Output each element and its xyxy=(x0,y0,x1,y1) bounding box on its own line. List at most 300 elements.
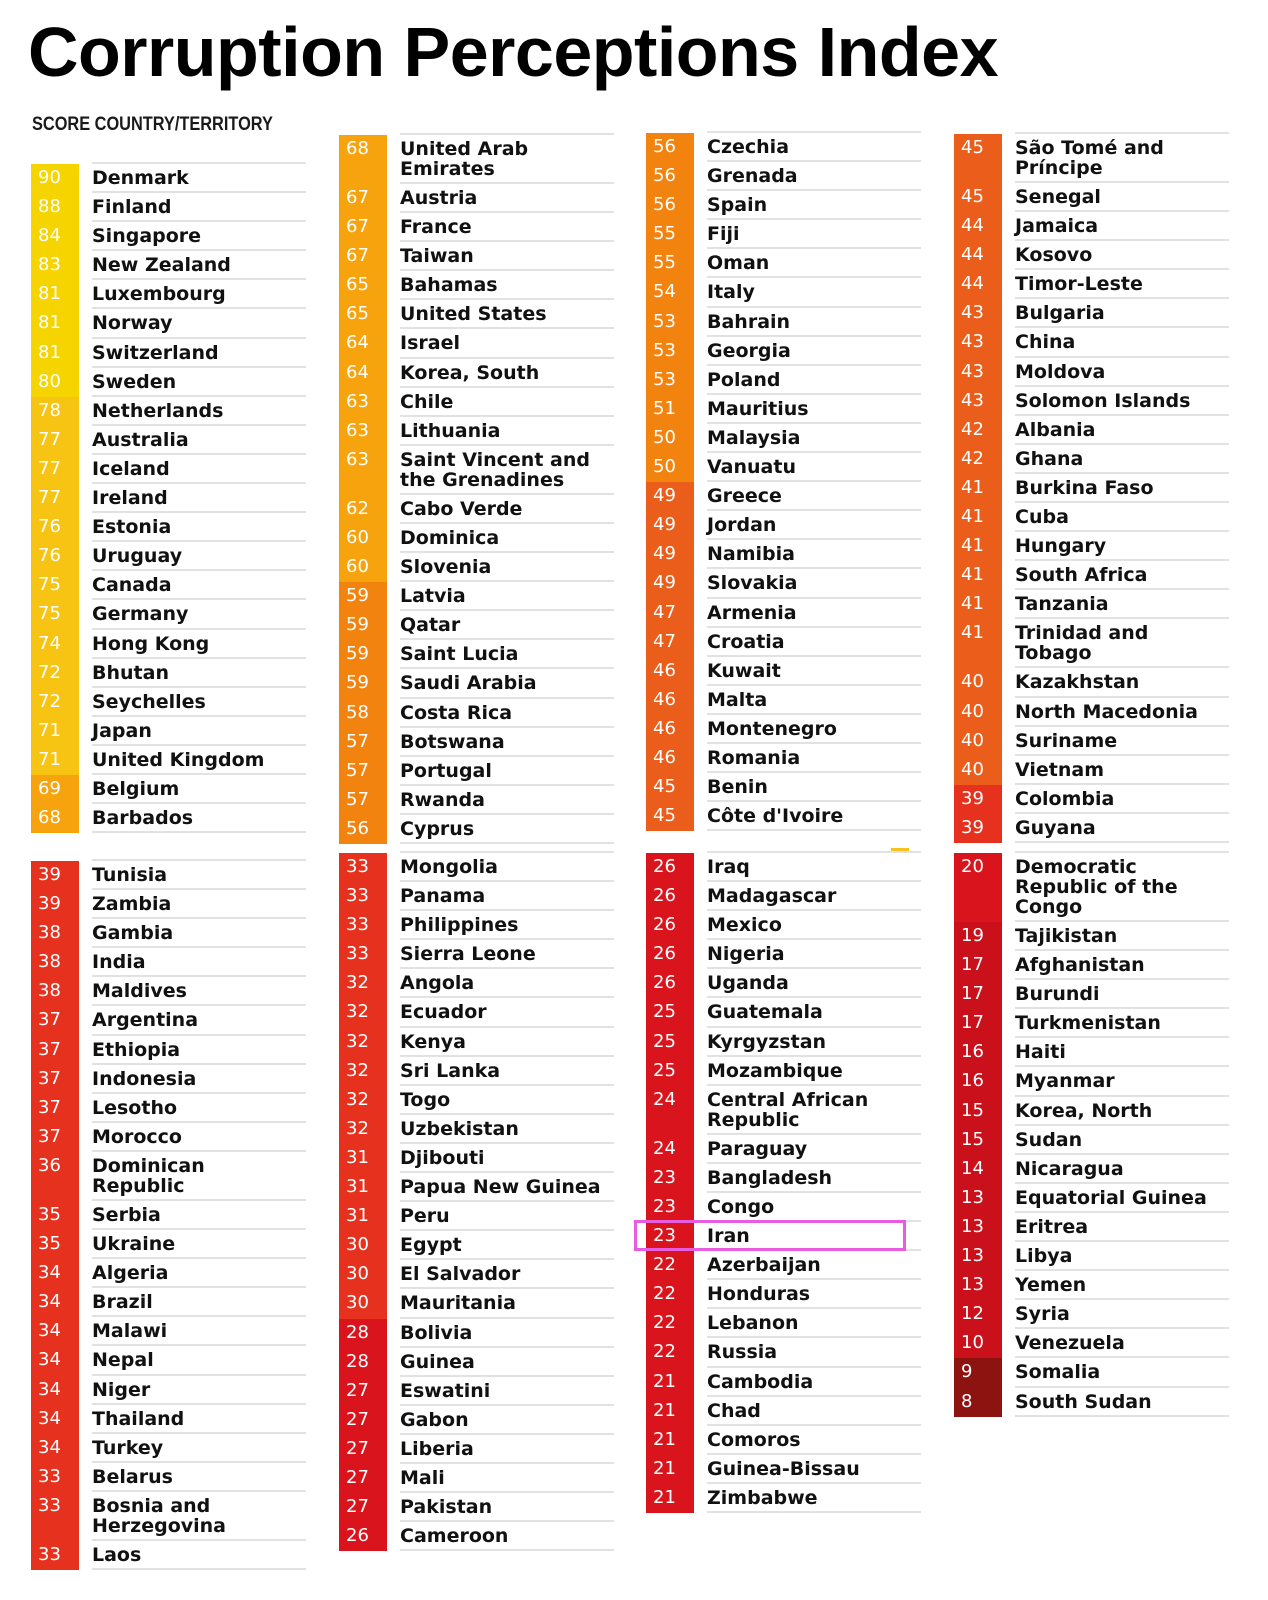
country-name: Jordan xyxy=(707,511,921,540)
country-name: Vietnam xyxy=(1015,756,1229,785)
table-row xyxy=(339,1231,614,1260)
score-cell: 21 xyxy=(646,1397,694,1426)
table-row xyxy=(954,212,1229,241)
table-row xyxy=(31,571,306,600)
country-name: Serbia xyxy=(92,1201,306,1230)
country-name: Gambia xyxy=(92,919,306,948)
country-name: Uzbekistan xyxy=(400,1115,614,1144)
table-row xyxy=(339,242,614,271)
country-name: Moldova xyxy=(1015,358,1229,387)
country-name: Niger xyxy=(92,1376,306,1405)
country-name: Tunisia xyxy=(92,861,306,890)
country-name: Panama xyxy=(400,882,614,911)
table-row xyxy=(31,193,306,222)
table-row xyxy=(646,1251,921,1280)
score-cell: 14 xyxy=(954,1155,1002,1184)
country-name: El Salvador xyxy=(400,1260,614,1289)
score-cell: 53 xyxy=(646,337,694,366)
country-name: Djibouti xyxy=(400,1144,614,1173)
table-row xyxy=(339,1493,614,1522)
country-name: Zimbabwe xyxy=(707,1484,921,1513)
score-cell: 42 xyxy=(954,445,1002,474)
table-row xyxy=(954,590,1229,619)
country-name: Angola xyxy=(400,969,614,998)
country-name: Lesotho xyxy=(92,1094,306,1123)
score-cell: 8 xyxy=(954,1388,1002,1417)
table-row xyxy=(31,1201,306,1230)
table-row xyxy=(339,1202,614,1231)
table-row xyxy=(339,969,614,998)
table-row xyxy=(954,503,1229,532)
score-cell: 21 xyxy=(646,1484,694,1513)
score-cell: 44 xyxy=(954,212,1002,241)
table-row xyxy=(646,1338,921,1367)
score-cell: 81 xyxy=(31,309,79,338)
score-cell: 16 xyxy=(954,1067,1002,1096)
country-name: Denmark xyxy=(92,164,306,193)
decorative-dash xyxy=(891,848,909,851)
country-name: Timor-Leste xyxy=(1015,270,1229,299)
score-cell: 35 xyxy=(31,1201,79,1230)
score-cell: 32 xyxy=(339,969,387,998)
country-name: Iran xyxy=(707,1222,921,1251)
table-row xyxy=(339,135,614,184)
score-cell: 40 xyxy=(954,756,1002,785)
table-row xyxy=(646,308,921,337)
score-cell: 49 xyxy=(646,569,694,598)
country-name: Malawi xyxy=(92,1317,306,1346)
table-row xyxy=(954,1184,1229,1213)
table-row xyxy=(339,669,614,698)
table-row xyxy=(31,1541,306,1570)
country-name: Slovakia xyxy=(707,569,921,598)
score-cell: 39 xyxy=(954,785,1002,814)
table-row xyxy=(646,686,921,715)
score-cell: 41 xyxy=(954,474,1002,503)
score-cell: 32 xyxy=(339,998,387,1027)
score-cell: 68 xyxy=(31,804,79,833)
table-row xyxy=(646,628,921,657)
table-row xyxy=(646,715,921,744)
table-row xyxy=(954,785,1229,814)
country-name: Eswatini xyxy=(400,1377,614,1406)
country-name: Sierra Leone xyxy=(400,940,614,969)
table-row xyxy=(646,220,921,249)
table-row xyxy=(954,445,1229,474)
score-cell: 53 xyxy=(646,366,694,395)
table-row xyxy=(646,1368,921,1397)
table-row xyxy=(646,453,921,482)
country-name: Bolivia xyxy=(400,1319,614,1348)
country-name: Honduras xyxy=(707,1280,921,1309)
score-cell: 28 xyxy=(339,1348,387,1377)
score-cell: 31 xyxy=(339,1144,387,1173)
score-cell: 13 xyxy=(954,1184,1002,1213)
score-cell: 12 xyxy=(954,1300,1002,1329)
score-cell: 41 xyxy=(954,619,1002,668)
country-name: Kazakhstan xyxy=(1015,668,1229,697)
score-cell: 77 xyxy=(31,455,79,484)
country-name: Dominica xyxy=(400,524,614,553)
score-cell: 46 xyxy=(646,657,694,686)
score-cell: 34 xyxy=(31,1346,79,1375)
country-name: Namibia xyxy=(707,540,921,569)
score-cell: 13 xyxy=(954,1213,1002,1242)
table-row xyxy=(339,1464,614,1493)
country-name: Czechia xyxy=(707,133,921,162)
table-row xyxy=(31,1259,306,1288)
score-cell: 71 xyxy=(31,746,79,775)
score-cell: 37 xyxy=(31,1036,79,1065)
score-cell: 54 xyxy=(646,278,694,307)
table-row xyxy=(339,446,614,495)
country-name: Luxembourg xyxy=(92,280,306,309)
country-name: Canada xyxy=(92,571,306,600)
country-name: Ireland xyxy=(92,484,306,513)
table-column xyxy=(31,859,306,1570)
country-name: Korea, North xyxy=(1015,1097,1229,1126)
table-row xyxy=(954,1155,1229,1184)
score-cell: 53 xyxy=(646,308,694,337)
country-name: Bhutan xyxy=(92,659,306,688)
table-row xyxy=(339,213,614,242)
country-name: Chile xyxy=(400,388,614,417)
country-name: Eritrea xyxy=(1015,1213,1229,1242)
table-row xyxy=(31,309,306,338)
country-name: France xyxy=(400,213,614,242)
country-name: Poland xyxy=(707,366,921,395)
country-name: Indonesia xyxy=(92,1065,306,1094)
country-name: Georgia xyxy=(707,337,921,366)
country-name: Lebanon xyxy=(707,1309,921,1338)
country-name: Gabon xyxy=(400,1406,614,1435)
table-row xyxy=(954,814,1229,843)
score-cell: 59 xyxy=(339,669,387,698)
country-name: Guinea-Bissau xyxy=(707,1455,921,1484)
country-name: Dominican Republic xyxy=(92,1152,306,1201)
country-name: Mexico xyxy=(707,911,921,940)
table-row xyxy=(31,1434,306,1463)
table-row xyxy=(646,1222,921,1251)
table-row xyxy=(31,1317,306,1346)
table-row xyxy=(31,948,306,977)
country-name: Croatia xyxy=(707,628,921,657)
score-cell: 56 xyxy=(646,191,694,220)
score-cell: 45 xyxy=(954,183,1002,212)
table-row xyxy=(954,387,1229,416)
table-row xyxy=(646,249,921,278)
country-name: Syria xyxy=(1015,1300,1229,1329)
score-cell: 83 xyxy=(31,251,79,280)
score-cell: 30 xyxy=(339,1289,387,1318)
score-cell: 37 xyxy=(31,1065,79,1094)
country-name: Australia xyxy=(92,426,306,455)
score-cell: 43 xyxy=(954,299,1002,328)
country-name: Seychelles xyxy=(92,688,306,717)
table-row xyxy=(31,251,306,280)
score-cell: 40 xyxy=(954,668,1002,697)
score-cell: 76 xyxy=(31,542,79,571)
country-name: Ecuador xyxy=(400,998,614,1027)
country-name: Kosovo xyxy=(1015,241,1229,270)
country-name: Philippines xyxy=(400,911,614,940)
score-cell: 38 xyxy=(31,948,79,977)
country-name: North Macedonia xyxy=(1015,698,1229,727)
country-name: Austria xyxy=(400,184,614,213)
table-row xyxy=(954,922,1229,951)
score-cell: 57 xyxy=(339,786,387,815)
country-name: Benin xyxy=(707,773,921,802)
country-name: Chad xyxy=(707,1397,921,1426)
score-cell: 38 xyxy=(31,977,79,1006)
table-row xyxy=(954,270,1229,299)
table-row xyxy=(31,1492,306,1541)
table-row xyxy=(954,668,1229,697)
score-cell: 27 xyxy=(339,1406,387,1435)
table-row xyxy=(31,1346,306,1375)
table-row xyxy=(646,366,921,395)
country-name: Malta xyxy=(707,686,921,715)
country-name: Burkina Faso xyxy=(1015,474,1229,503)
table-row xyxy=(31,455,306,484)
country-name: Ethiopia xyxy=(92,1036,306,1065)
score-cell: 55 xyxy=(646,220,694,249)
country-name: Tanzania xyxy=(1015,590,1229,619)
table-row xyxy=(339,417,614,446)
table-row xyxy=(954,1271,1229,1300)
country-name: Madagascar xyxy=(707,882,921,911)
table-row xyxy=(339,815,614,844)
country-name: Equatorial Guinea xyxy=(1015,1184,1229,1213)
table-row xyxy=(339,495,614,524)
table-row xyxy=(31,368,306,397)
country-name: Belgium xyxy=(92,775,306,804)
score-cell: 25 xyxy=(646,1057,694,1086)
score-cell: 90 xyxy=(31,164,79,193)
country-name: Sri Lanka xyxy=(400,1057,614,1086)
score-cell: 30 xyxy=(339,1231,387,1260)
table-row xyxy=(339,329,614,358)
table-row xyxy=(646,540,921,569)
table-row xyxy=(954,1009,1229,1038)
country-name: Albania xyxy=(1015,416,1229,445)
score-cell: 81 xyxy=(31,280,79,309)
score-cell: 41 xyxy=(954,561,1002,590)
table-row xyxy=(31,1288,306,1317)
score-cell: 67 xyxy=(339,213,387,242)
score-cell: 23 xyxy=(646,1164,694,1193)
table-row xyxy=(31,890,306,919)
country-name: Egypt xyxy=(400,1231,614,1260)
country-name: Singapore xyxy=(92,222,306,251)
table-row xyxy=(339,1144,614,1173)
score-cell: 50 xyxy=(646,453,694,482)
score-cell: 42 xyxy=(954,416,1002,445)
score-cell: 72 xyxy=(31,688,79,717)
country-name: Cyprus xyxy=(400,815,614,844)
country-name: Barbados xyxy=(92,804,306,833)
table-row xyxy=(954,980,1229,1009)
country-name: Zambia xyxy=(92,890,306,919)
country-name: India xyxy=(92,948,306,977)
country-name: Sudan xyxy=(1015,1126,1229,1155)
country-name: Netherlands xyxy=(92,397,306,426)
score-cell: 16 xyxy=(954,1038,1002,1067)
country-name: Lithuania xyxy=(400,417,614,446)
score-cell: 22 xyxy=(646,1251,694,1280)
country-name: Trinidad and Tobago xyxy=(1015,619,1229,668)
country-name: Turkmenistan xyxy=(1015,1009,1229,1038)
table-column xyxy=(646,851,921,1513)
country-name: Armenia xyxy=(707,599,921,628)
score-cell: 43 xyxy=(954,328,1002,357)
country-name: Switzerland xyxy=(92,339,306,368)
country-name: South Africa xyxy=(1015,561,1229,590)
table-row xyxy=(339,1173,614,1202)
country-name: Afghanistan xyxy=(1015,951,1229,980)
country-name: Thailand xyxy=(92,1405,306,1434)
country-name: Tajikistan xyxy=(1015,922,1229,951)
country-name: Senegal xyxy=(1015,183,1229,212)
score-cell: 44 xyxy=(954,270,1002,299)
table-row xyxy=(954,1038,1229,1067)
score-cell: 49 xyxy=(646,511,694,540)
table-row xyxy=(339,1522,614,1551)
country-name: Russia xyxy=(707,1338,921,1367)
score-cell: 22 xyxy=(646,1309,694,1338)
table-row xyxy=(646,802,921,831)
score-cell: 27 xyxy=(339,1464,387,1493)
table-row xyxy=(339,882,614,911)
score-cell: 26 xyxy=(646,911,694,940)
country-name: Sweden xyxy=(92,368,306,397)
table-row xyxy=(31,1405,306,1434)
table-row xyxy=(646,278,921,307)
score-cell: 63 xyxy=(339,446,387,495)
table-row xyxy=(646,191,921,220)
table-row xyxy=(31,717,306,746)
score-cell: 9 xyxy=(954,1358,1002,1387)
score-cell: 45 xyxy=(646,802,694,831)
score-cell: 46 xyxy=(646,744,694,773)
score-cell: 57 xyxy=(339,728,387,757)
table-row xyxy=(339,1260,614,1289)
score-cell: 67 xyxy=(339,184,387,213)
table-row xyxy=(954,474,1229,503)
score-cell: 84 xyxy=(31,222,79,251)
country-name: Ukraine xyxy=(92,1230,306,1259)
country-name: Spain xyxy=(707,191,921,220)
score-cell: 17 xyxy=(954,980,1002,1009)
score-cell: 28 xyxy=(339,1319,387,1348)
table-column xyxy=(646,131,921,831)
country-name: Laos xyxy=(92,1541,306,1570)
score-cell: 17 xyxy=(954,1009,1002,1038)
table-row xyxy=(954,1213,1229,1242)
score-cell: 59 xyxy=(339,640,387,669)
table-column xyxy=(954,851,1229,1417)
score-cell: 41 xyxy=(954,590,1002,619)
country-name: Romania xyxy=(707,744,921,773)
country-name: Pakistan xyxy=(400,1493,614,1522)
score-cell: 26 xyxy=(339,1522,387,1551)
table-row xyxy=(31,1094,306,1123)
score-cell: 47 xyxy=(646,599,694,628)
table-row xyxy=(646,482,921,511)
country-name: Montenegro xyxy=(707,715,921,744)
score-cell: 47 xyxy=(646,628,694,657)
country-name: Argentina xyxy=(92,1006,306,1035)
country-name: Brazil xyxy=(92,1288,306,1317)
score-cell: 62 xyxy=(339,495,387,524)
table-row xyxy=(954,756,1229,785)
country-name: Greece xyxy=(707,482,921,511)
score-cell: 39 xyxy=(31,890,79,919)
score-cell: 20 xyxy=(954,853,1002,922)
table-row xyxy=(31,164,306,193)
table-row xyxy=(646,569,921,598)
table-row xyxy=(646,1397,921,1426)
country-name: Mali xyxy=(400,1464,614,1493)
score-cell: 56 xyxy=(646,162,694,191)
country-name: Portugal xyxy=(400,757,614,786)
table-row xyxy=(31,1065,306,1094)
score-cell: 51 xyxy=(646,395,694,424)
table-row xyxy=(339,1028,614,1057)
score-cell: 22 xyxy=(646,1280,694,1309)
score-cell: 88 xyxy=(31,193,79,222)
country-name: Libya xyxy=(1015,1242,1229,1271)
country-name: Morocco xyxy=(92,1123,306,1152)
country-name: Maldives xyxy=(92,977,306,1006)
score-cell: 25 xyxy=(646,998,694,1027)
score-cell: 69 xyxy=(31,775,79,804)
score-cell: 34 xyxy=(31,1405,79,1434)
country-name: Costa Rica xyxy=(400,699,614,728)
country-name: Germany xyxy=(92,600,306,629)
table-row xyxy=(954,1388,1229,1417)
country-name: Central African Republic xyxy=(707,1086,921,1135)
table-row xyxy=(646,744,921,773)
country-name: Yemen xyxy=(1015,1271,1229,1300)
score-cell: 23 xyxy=(646,1193,694,1222)
table-row xyxy=(339,582,614,611)
country-name: United States xyxy=(400,300,614,329)
score-cell: 65 xyxy=(339,271,387,300)
country-name: Japan xyxy=(92,717,306,746)
table-column xyxy=(954,132,1229,843)
score-cell: 75 xyxy=(31,600,79,629)
score-cell: 33 xyxy=(339,882,387,911)
score-cell: 26 xyxy=(646,853,694,882)
country-name: Norway xyxy=(92,309,306,338)
table-row xyxy=(339,640,614,669)
table-row xyxy=(339,300,614,329)
score-cell: 15 xyxy=(954,1126,1002,1155)
country-name: Suriname xyxy=(1015,727,1229,756)
table-row xyxy=(646,940,921,969)
country-name: Mongolia xyxy=(400,853,614,882)
table-row xyxy=(31,688,306,717)
country-name: United Arab Emirates xyxy=(400,135,614,184)
country-name: Democratic Republic of the Congo xyxy=(1015,853,1229,922)
score-cell: 67 xyxy=(339,242,387,271)
score-cell: 27 xyxy=(339,1377,387,1406)
table-row xyxy=(31,659,306,688)
score-cell: 24 xyxy=(646,1135,694,1164)
score-cell: 55 xyxy=(646,249,694,278)
table-row xyxy=(339,1348,614,1377)
